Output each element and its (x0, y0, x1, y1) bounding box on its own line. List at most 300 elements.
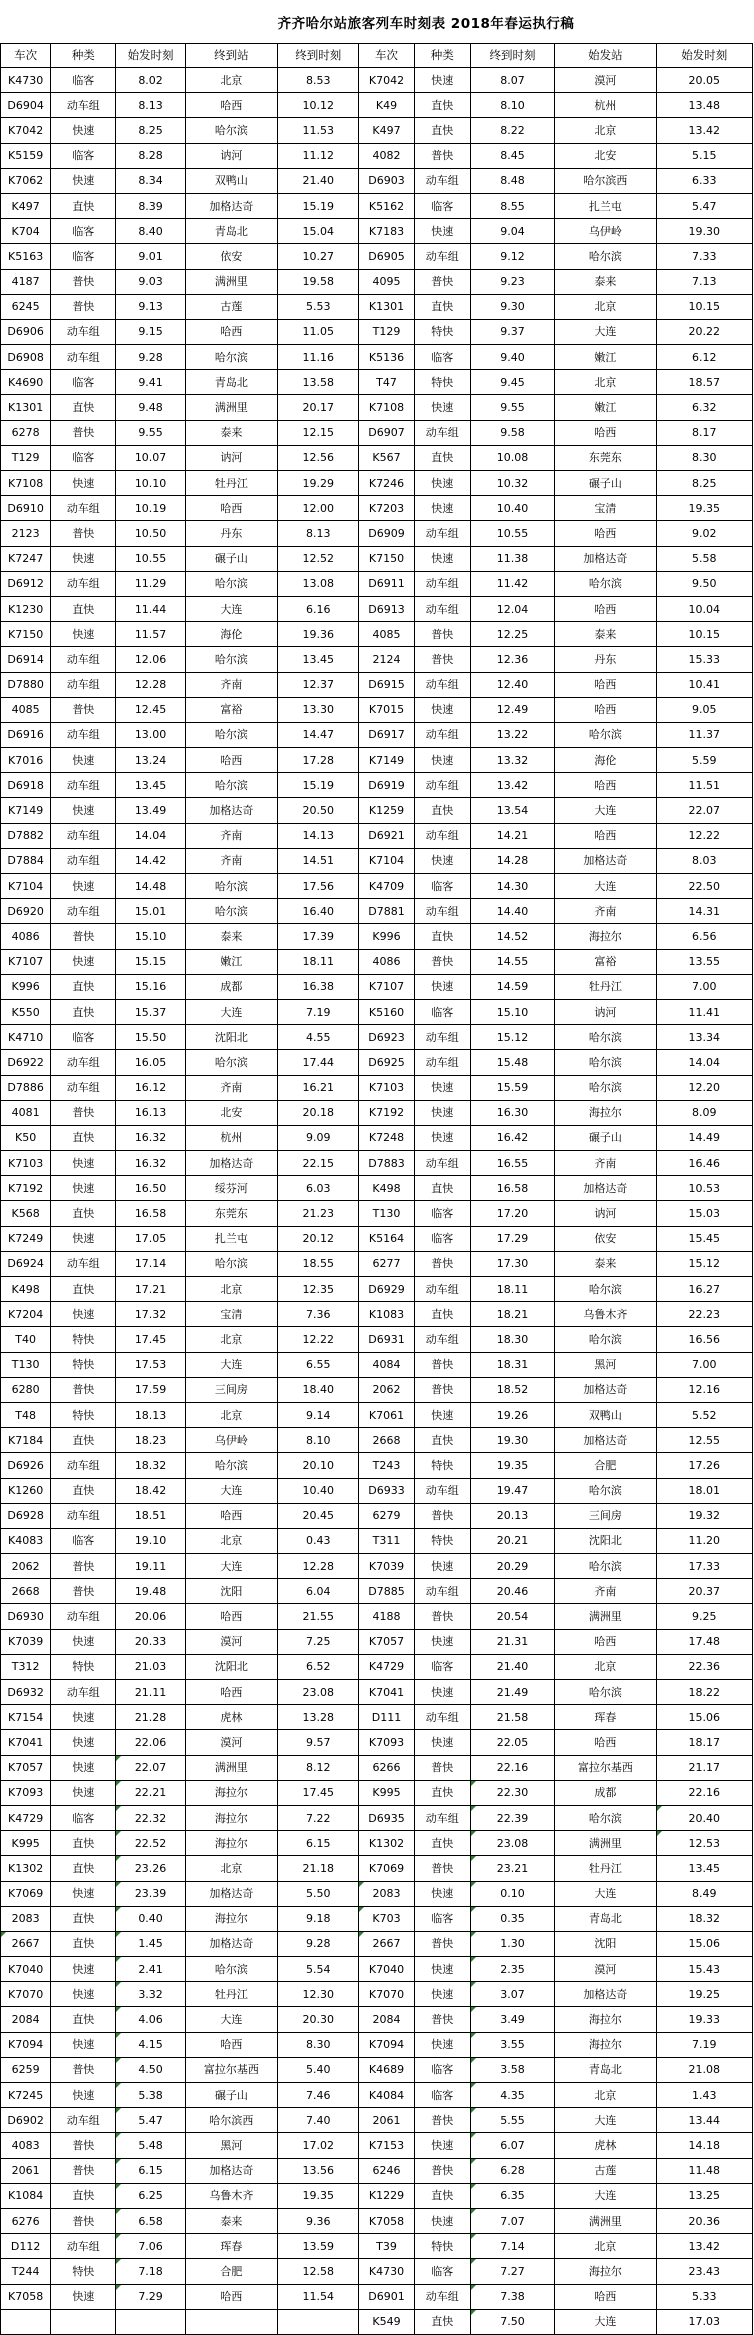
dep-terminal-arr-time: 9.18 (278, 1906, 359, 1931)
arr-train-no: 6279 (359, 1503, 414, 1528)
arr-origin-station: 哈尔滨 (555, 1277, 656, 1302)
table-row (1, 345, 753, 370)
table-row (1, 596, 753, 621)
arr-origin-station: 合肥 (555, 1453, 656, 1478)
arr-origin-station: 漠河 (555, 1957, 656, 1982)
arr-origin-station: 泰来 (555, 622, 656, 647)
dep-train-no: D6920 (1, 899, 51, 924)
dep-terminal-station: 哈西 (185, 2284, 277, 2309)
dep-train-no: D6914 (1, 647, 51, 672)
dep-train-type: 直快 (51, 193, 116, 218)
dep-train-no: K7245 (1, 2083, 51, 2108)
table-row (1, 1201, 753, 1226)
arr-train-type: 动车组 (414, 773, 470, 798)
arr-train-no: K5160 (359, 999, 414, 1024)
arr-train-type: 临客 (414, 345, 470, 370)
arr-train-no: T311 (359, 1528, 414, 1553)
dep-train-type: 动车组 (51, 2234, 116, 2259)
dep-terminal-arr-time: 6.04 (278, 1579, 359, 1604)
arr-origin-station: 哈西 (555, 823, 656, 848)
dep-terminal-arr-time: 16.21 (278, 1075, 359, 1100)
dep-terminal-arr-time: 18.55 (278, 1251, 359, 1276)
dep-time: 17.45 (116, 1327, 185, 1352)
dep-train-type: 快速 (51, 1755, 116, 1780)
arr-time: 12.40 (470, 672, 554, 697)
dep-train-type: 快速 (51, 2083, 116, 2108)
dep-time: 5.47 (116, 2108, 185, 2133)
dep-terminal-arr-time: 18.11 (278, 949, 359, 974)
table-row (1, 2234, 753, 2259)
arr-train-type: 动车组 (414, 1579, 470, 1604)
dep-time: 15.10 (116, 924, 185, 949)
dep-terminal-station: 哈尔滨 (185, 722, 277, 747)
dep-terminal-station: 北京 (185, 1327, 277, 1352)
dep-terminal-station: 沈阳北 (185, 1654, 277, 1679)
arr-origin-dep-time: 17.33 (656, 1554, 752, 1579)
arr-train-no: K567 (359, 445, 414, 470)
arr-time: 16.55 (470, 1151, 554, 1176)
dep-time: 21.28 (116, 1705, 185, 1730)
dep-time: 14.04 (116, 823, 185, 848)
dep-terminal-station: 哈尔滨 (185, 899, 277, 924)
arr-train-type: 动车组 (414, 168, 470, 193)
dep-terminal-station: 大连 (185, 2007, 277, 2032)
arr-time: 13.32 (470, 748, 554, 773)
dep-time: 14.48 (116, 874, 185, 899)
arr-origin-dep-time: 10.41 (656, 672, 752, 697)
arr-origin-dep-time: 20.36 (656, 2208, 752, 2233)
dep-terminal-station: 沈阳 (185, 1579, 277, 1604)
dep-terminal-arr-time: 20.50 (278, 798, 359, 823)
dep-time: 16.05 (116, 1050, 185, 1075)
arr-origin-station: 成都 (555, 1780, 656, 1805)
dep-train-type: 直快 (51, 1201, 116, 1226)
arr-train-type: 动车组 (414, 1327, 470, 1352)
arr-origin-station: 碾子山 (555, 471, 656, 496)
arr-train-no: 4085 (359, 622, 414, 647)
dep-train-type: 快速 (51, 1226, 116, 1251)
dep-time: 6.58 (116, 2208, 185, 2233)
arr-train-no: T39 (359, 2234, 414, 2259)
arr-time: 8.48 (470, 168, 554, 193)
arr-train-no: K4729 (359, 1654, 414, 1679)
arr-train-no: K703 (359, 1906, 414, 1931)
arr-train-type: 快速 (414, 1680, 470, 1705)
dep-train-no (1, 2309, 51, 2334)
dep-train-type: 普快 (51, 2133, 116, 2158)
arr-train-type: 快速 (414, 2133, 470, 2158)
dep-train-type: 快速 (51, 546, 116, 571)
table-row (1, 395, 753, 420)
arr-origin-station: 虎林 (555, 2133, 656, 2158)
dep-train-no: K7108 (1, 471, 51, 496)
arr-time: 20.13 (470, 1503, 554, 1528)
arr-train-type: 动车组 (414, 1705, 470, 1730)
arr-time: 0.10 (470, 1881, 554, 1906)
dep-train-no: D6918 (1, 773, 51, 798)
dep-train-type: 临客 (51, 445, 116, 470)
dep-train-no: 6259 (1, 2057, 51, 2082)
dep-train-no: K4730 (1, 68, 51, 93)
dep-train-type: 快速 (51, 471, 116, 496)
dep-terminal-station: 海拉尔 (185, 1906, 277, 1931)
arr-time: 8.45 (470, 143, 554, 168)
arr-origin-station: 碾子山 (555, 1125, 656, 1150)
dep-train-type: 动车组 (51, 1251, 116, 1276)
dep-train-no: 4083 (1, 2133, 51, 2158)
dep-terminal-station: 海拉尔 (185, 1831, 277, 1856)
table-row (1, 874, 753, 899)
dep-train-type: 直快 (51, 1931, 116, 1956)
arr-train-no: 2061 (359, 2108, 414, 2133)
arr-time: 8.07 (470, 68, 554, 93)
arr-train-type: 快速 (414, 2208, 470, 2233)
dep-train-no: D6904 (1, 93, 51, 118)
dep-terminal-arr-time: 7.46 (278, 2083, 359, 2108)
dep-time: 6.25 (116, 2183, 185, 2208)
dep-train-no: 2061 (1, 2158, 51, 2183)
dep-train-no: K50 (1, 1125, 51, 1150)
dep-train-no: D112 (1, 2234, 51, 2259)
dep-terminal-arr-time: 17.28 (278, 748, 359, 773)
arr-origin-dep-time: 16.46 (656, 1151, 752, 1176)
table-row (1, 1251, 753, 1276)
dep-terminal-arr-time: 11.54 (278, 2284, 359, 2309)
table-row (1, 1327, 753, 1352)
dep-time: 0.40 (116, 1906, 185, 1931)
table-row (1, 1881, 753, 1906)
arr-train-type: 快速 (414, 1554, 470, 1579)
arr-origin-station: 青岛北 (555, 1906, 656, 1931)
arr-origin-dep-time: 15.45 (656, 1226, 752, 1251)
dep-time: 22.52 (116, 1831, 185, 1856)
dep-train-type: 快速 (51, 1957, 116, 1982)
arr-train-no: 4082 (359, 143, 414, 168)
arr-origin-station: 哈西 (555, 596, 656, 621)
table-row (1, 1503, 753, 1528)
table-row (1, 722, 753, 747)
arr-time: 23.08 (470, 1831, 554, 1856)
table-row (1, 2208, 753, 2233)
dep-terminal-station: 大连 (185, 1478, 277, 1503)
dep-terminal-arr-time: 5.40 (278, 2057, 359, 2082)
arr-time: 14.21 (470, 823, 554, 848)
arr-train-type: 快速 (414, 1629, 470, 1654)
arr-origin-station: 青岛北 (555, 2057, 656, 2082)
dep-time: 17.21 (116, 1277, 185, 1302)
arr-time: 15.10 (470, 999, 554, 1024)
arr-train-no: K4709 (359, 874, 414, 899)
arr-train-type: 直快 (414, 2309, 470, 2334)
arr-origin-dep-time: 11.20 (656, 1528, 752, 1553)
arr-origin-dep-time: 5.59 (656, 748, 752, 773)
dep-train-no: K1084 (1, 2183, 51, 2208)
arr-train-type: 普快 (414, 143, 470, 168)
dep-train-type: 快速 (51, 949, 116, 974)
dep-train-no: D6926 (1, 1453, 51, 1478)
arr-origin-dep-time: 18.01 (656, 1478, 752, 1503)
arr-time: 15.59 (470, 1075, 554, 1100)
dep-time: 16.12 (116, 1075, 185, 1100)
dep-time (116, 2309, 185, 2334)
arr-origin-station: 哈尔滨 (555, 244, 656, 269)
dep-terminal-arr-time: 9.36 (278, 2208, 359, 2233)
arr-time: 14.28 (470, 848, 554, 873)
dep-time: 10.10 (116, 471, 185, 496)
dep-terminal-station: 满洲里 (185, 269, 277, 294)
header-terminal-arr-time: 终到时刻 (278, 44, 359, 68)
dep-train-type: 普快 (51, 521, 116, 546)
arr-time: 1.30 (470, 1931, 554, 1956)
table-row (1, 823, 753, 848)
arr-origin-station: 加格达奇 (555, 1176, 656, 1201)
arr-train-no: 2062 (359, 1377, 414, 1402)
arr-train-no: K7094 (359, 2032, 414, 2057)
arr-train-type: 普快 (414, 1377, 470, 1402)
arr-train-no: K497 (359, 118, 414, 143)
arr-train-type: 动车组 (414, 1050, 470, 1075)
dep-terminal-arr-time: 20.30 (278, 2007, 359, 2032)
dep-train-type: 特快 (51, 2259, 116, 2284)
arr-train-type: 临客 (414, 1201, 470, 1226)
dep-terminal-arr-time: 12.30 (278, 1982, 359, 2007)
arr-train-type: 动车组 (414, 596, 470, 621)
table-row (1, 2158, 753, 2183)
dep-train-type: 动车组 (51, 647, 116, 672)
dep-time: 13.45 (116, 773, 185, 798)
title-bar (0, 0, 754, 43)
dep-train-type: 动车组 (51, 1453, 116, 1478)
dep-time: 9.55 (116, 420, 185, 445)
dep-terminal-arr-time: 10.27 (278, 244, 359, 269)
dep-train-no: K7204 (1, 1302, 51, 1327)
arr-time: 5.55 (470, 2108, 554, 2133)
arr-train-type: 临客 (414, 1654, 470, 1679)
arr-origin-dep-time: 12.22 (656, 823, 752, 848)
arr-time: 7.14 (470, 2234, 554, 2259)
arr-train-type: 动车组 (414, 244, 470, 269)
table-row (1, 244, 753, 269)
arr-train-no: 2124 (359, 647, 414, 672)
dep-train-no: D6916 (1, 722, 51, 747)
arr-train-type: 临客 (414, 2259, 470, 2284)
dep-terminal-arr-time: 17.56 (278, 874, 359, 899)
arr-origin-station: 东莞东 (555, 445, 656, 470)
dep-train-type: 动车组 (51, 1075, 116, 1100)
header-arr-time: 终到时刻 (470, 44, 554, 68)
dep-terminal-arr-time: 13.08 (278, 571, 359, 596)
dep-train-no: D6924 (1, 1251, 51, 1276)
dep-time: 9.48 (116, 395, 185, 420)
dep-train-type: 临客 (51, 1805, 116, 1830)
arr-train-no: 2084 (359, 2007, 414, 2032)
dep-train-type: 特快 (51, 1327, 116, 1352)
arr-origin-dep-time: 5.47 (656, 193, 752, 218)
dep-terminal-station: 齐南 (185, 672, 277, 697)
dep-time: 23.39 (116, 1881, 185, 1906)
table-row (1, 974, 753, 999)
arr-origin-station: 满洲里 (555, 1831, 656, 1856)
table-row (1, 1780, 753, 1805)
dep-train-no: K7247 (1, 546, 51, 571)
dep-terminal-station: 扎兰屯 (185, 1226, 277, 1251)
arr-origin-dep-time: 15.03 (656, 1201, 752, 1226)
arr-time: 14.40 (470, 899, 554, 924)
dep-terminal-station: 大连 (185, 999, 277, 1024)
arr-train-type: 直快 (414, 1302, 470, 1327)
arr-time: 4.35 (470, 2083, 554, 2108)
table-row (1, 1100, 753, 1125)
arr-train-no: 6277 (359, 1251, 414, 1276)
dep-train-no: K7069 (1, 1881, 51, 1906)
arr-time: 14.30 (470, 874, 554, 899)
arr-train-no: D6919 (359, 773, 414, 798)
arr-train-type: 动车组 (414, 899, 470, 924)
dep-train-type: 普快 (51, 420, 116, 445)
dep-terminal-arr-time: 19.35 (278, 2183, 359, 2208)
dep-train-no: D6908 (1, 345, 51, 370)
arr-origin-dep-time: 9.25 (656, 1604, 752, 1629)
dep-train-no: K7070 (1, 1982, 51, 2007)
dep-terminal-station: 大连 (185, 596, 277, 621)
dep-train-no: K7057 (1, 1755, 51, 1780)
arr-origin-dep-time: 10.04 (656, 596, 752, 621)
dep-time: 10.55 (116, 546, 185, 571)
arr-origin-station: 大连 (555, 2108, 656, 2133)
arr-train-no: D6935 (359, 1805, 414, 1830)
arr-train-no: K1229 (359, 2183, 414, 2208)
dep-train-type: 动车组 (51, 1050, 116, 1075)
dep-train-type: 普快 (51, 294, 116, 319)
dep-train-type: 直快 (51, 1277, 116, 1302)
table-row (1, 899, 753, 924)
table-row (1, 1554, 753, 1579)
dep-time: 4.50 (116, 2057, 185, 2082)
arr-time: 18.31 (470, 1352, 554, 1377)
dep-time: 12.28 (116, 672, 185, 697)
dep-time: 9.28 (116, 345, 185, 370)
arr-train-no: K7103 (359, 1075, 414, 1100)
table-row (1, 1755, 753, 1780)
arr-train-no: K7041 (359, 1680, 414, 1705)
arr-train-no: D6933 (359, 1478, 414, 1503)
arr-origin-dep-time: 19.25 (656, 1982, 752, 2007)
arr-origin-dep-time: 10.15 (656, 622, 752, 647)
dep-terminal-station: 哈尔滨 (185, 118, 277, 143)
arr-origin-station: 哈尔滨 (555, 1478, 656, 1503)
dep-terminal-station: 乌伊岭 (185, 1428, 277, 1453)
table-row (1, 571, 753, 596)
arr-origin-dep-time: 13.45 (656, 1856, 752, 1881)
arr-train-type: 特快 (414, 370, 470, 395)
arr-train-no: T130 (359, 1201, 414, 1226)
dep-train-no: K5163 (1, 244, 51, 269)
dep-time: 22.32 (116, 1805, 185, 1830)
table-row (1, 2309, 753, 2334)
arr-origin-dep-time: 22.50 (656, 874, 752, 899)
arr-train-no: T47 (359, 370, 414, 395)
arr-time: 9.58 (470, 420, 554, 445)
timetable (0, 43, 753, 2335)
dep-terminal-station: 嫩江 (185, 949, 277, 974)
arr-origin-station: 加格达奇 (555, 546, 656, 571)
dep-train-no: K7149 (1, 798, 51, 823)
table-row (1, 773, 753, 798)
table-row (1, 1226, 753, 1251)
arr-train-type: 快速 (414, 1957, 470, 1982)
arr-time: 16.30 (470, 1100, 554, 1125)
dep-terminal-station: 泰来 (185, 924, 277, 949)
arr-origin-station: 哈尔滨 (555, 1327, 656, 1352)
arr-train-no: 4086 (359, 949, 414, 974)
arr-train-no: K7192 (359, 1100, 414, 1125)
arr-train-no: D6921 (359, 823, 414, 848)
dep-train-no: 2083 (1, 1906, 51, 1931)
dep-terminal-station: 沈阳北 (185, 1025, 277, 1050)
arr-origin-station: 北京 (555, 2234, 656, 2259)
dep-terminal-arr-time: 8.13 (278, 521, 359, 546)
dep-terminal-station: 北京 (185, 1528, 277, 1553)
arr-origin-station: 北京 (555, 370, 656, 395)
arr-origin-station: 哈尔滨 (555, 1075, 656, 1100)
arr-origin-station: 珲春 (555, 1705, 656, 1730)
table-row (1, 647, 753, 672)
table-row (1, 1931, 753, 1956)
arr-time: 18.52 (470, 1377, 554, 1402)
dep-time: 15.37 (116, 999, 185, 1024)
arr-train-no: K4689 (359, 2057, 414, 2082)
dep-terminal-arr-time: 13.30 (278, 697, 359, 722)
arr-origin-dep-time: 11.51 (656, 773, 752, 798)
arr-train-no: D6905 (359, 244, 414, 269)
dep-terminal-arr-time: 12.15 (278, 420, 359, 445)
dep-train-type: 动车组 (51, 93, 116, 118)
dep-terminal-arr-time: 9.28 (278, 1931, 359, 1956)
arr-train-no: K7058 (359, 2208, 414, 2233)
dep-terminal-arr-time: 5.50 (278, 1881, 359, 1906)
table-row (1, 445, 753, 470)
arr-train-type: 直快 (414, 93, 470, 118)
arr-train-type: 快速 (414, 68, 470, 93)
arr-origin-station: 海拉尔 (555, 2007, 656, 2032)
arr-origin-station: 哈尔滨 (555, 1025, 656, 1050)
table-row (1, 1176, 753, 1201)
arr-origin-dep-time: 9.05 (656, 697, 752, 722)
arr-train-no: K7093 (359, 1730, 414, 1755)
dep-train-no: K7154 (1, 1705, 51, 1730)
arr-train-type: 快速 (414, 697, 470, 722)
table-row (1, 848, 753, 873)
dep-train-type: 普快 (51, 697, 116, 722)
dep-train-type: 快速 (51, 1176, 116, 1201)
dep-time: 15.50 (116, 1025, 185, 1050)
dep-train-no: T312 (1, 1654, 51, 1679)
dep-train-type: 动车组 (51, 1503, 116, 1528)
arr-origin-dep-time: 16.56 (656, 1327, 752, 1352)
table-row (1, 1402, 753, 1427)
arr-origin-station: 大连 (555, 1881, 656, 1906)
dep-train-type: 普快 (51, 1579, 116, 1604)
arr-origin-station: 黑河 (555, 1352, 656, 1377)
dep-terminal-station: 北安 (185, 1100, 277, 1125)
dep-train-type: 普快 (51, 269, 116, 294)
table-row (1, 1982, 753, 2007)
arr-origin-dep-time: 12.55 (656, 1428, 752, 1453)
arr-time: 21.49 (470, 1680, 554, 1705)
arr-train-type: 动车组 (414, 672, 470, 697)
timetable-body (1, 68, 753, 2335)
dep-terminal-arr-time: 6.03 (278, 1176, 359, 1201)
